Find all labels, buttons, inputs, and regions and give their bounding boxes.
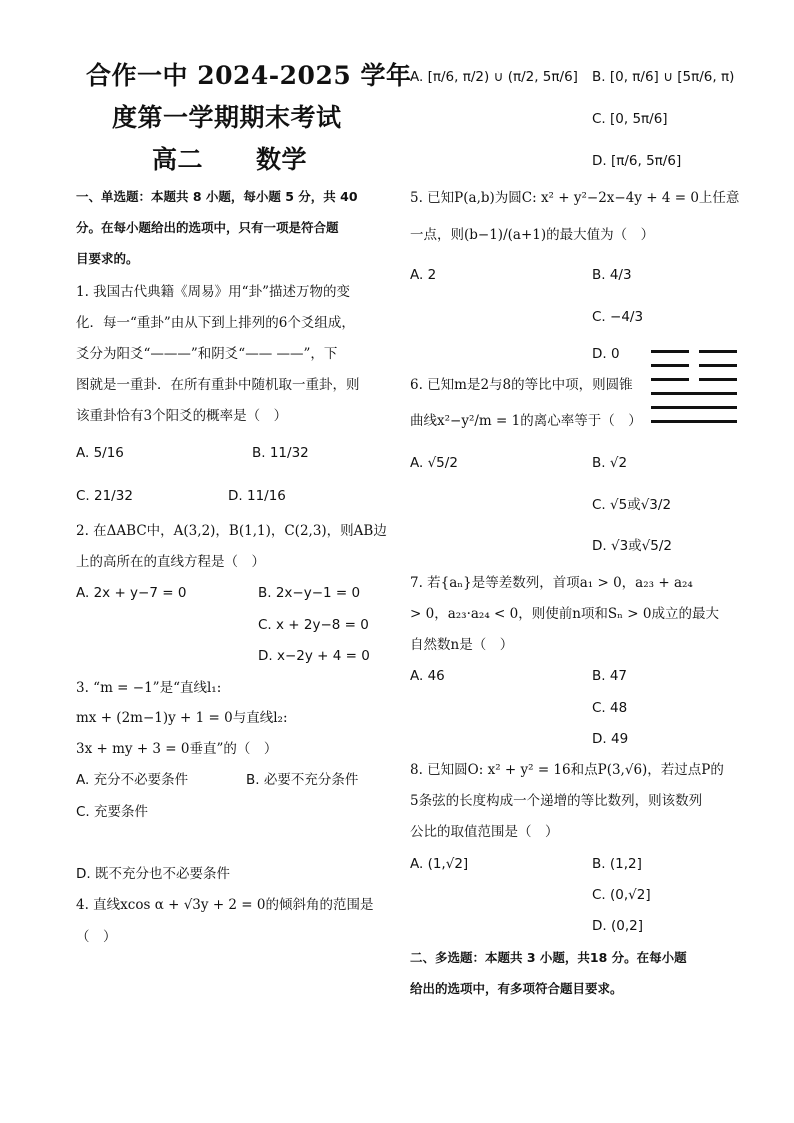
q3-stem-line-2: mx + (2m−1)y + 1 = 0与直线l₂: [76,710,288,726]
q5-stem-line-1: 5. 已知P(a,b)为圆C: x² + y²−2x−4y + 4 = 0上任意 [410,190,740,206]
hexagram-line [651,350,689,353]
q7-stem-line-2: > 0，a₂₃·a₂₄ < 0，则使前n项和Sₙ > 0成立的最大 [410,606,719,622]
exam-title-subject: 数学 [256,145,308,174]
q6-option-a: A. √5/2 [410,455,458,471]
q2-option-b: B. 2x−y−1 = 0 [258,585,361,601]
q1-stem-line-4: 图就是一重卦．在所有重卦中随机取一重卦，则 [76,377,360,393]
section1-header-line-2: 分。在每小题给出的选项中，只有一项是符合题 [76,220,339,235]
q5-option-d: D. 0 [592,346,620,362]
q8-option-c: C. (0,√2] [592,887,651,903]
q7-option-c: C. 48 [592,700,628,716]
hexagram-line [699,378,737,381]
q7-stem-line-1: 7. 若{aₙ}是等差数列，首项a₁ > 0，a₂₃ + a₂₄ [410,575,693,591]
exam-title-line-1: 合作一中 2024-2025 学年 [86,61,412,90]
q5-option-b: B. 4/3 [592,267,632,283]
q4-stem-line-1: 4. 直线xcos α + √3y + 2 = 0的倾斜角的范围是 [76,897,374,913]
q4-stem-line-2: （ ） [76,929,117,945]
q7-stem-line-3: 自然数n是（ ） [410,637,514,653]
q3-option-c: C. 充要条件 [76,804,149,820]
q4-option-d: D. [π/6, 5π/6] [592,153,682,169]
exam-title-grade: 高二 [152,145,204,174]
q6-option-b: B. √2 [592,455,628,471]
hexagram-line [651,420,737,423]
q8-stem-line-3: 公比的取值范围是（ ） [410,824,559,840]
q1-stem-line-3: 爻分为阳爻“———”和阴爻“—— ——”，下 [76,346,338,362]
exam-title-line-2: 度第一学期期末考试 [112,103,342,132]
q2-option-c: C. x + 2y−8 = 0 [258,617,369,633]
q8-option-b: B. (1,2] [592,856,642,872]
hexagram-line [651,406,737,409]
q5-stem-line-2: 一点，则(b−1)/(a+1)的最大值为（ ） [410,227,655,243]
q1-option-d: D. 11/16 [228,488,286,504]
q2-stem-line-2: 上的高所在的直线方程是（ ） [76,554,265,570]
hexagram-line [651,392,737,395]
q2-option-a: A. 2x + y−7 = 0 [76,585,187,601]
q5-option-c: C. −4/3 [592,309,644,325]
q1-option-c: C. 21/32 [76,488,133,504]
q1-stem-line-5: 该重卦恰有3个阳爻的概率是（ ） [76,408,288,424]
q4-option-a: A. [π/6, π/2) ∪ (π/2, 5π/6] [410,69,578,85]
q1-stem-line-1: 1. 我国古代典籍《周易》用“卦”描述万物的变 [76,284,350,300]
section2-header-line-1: 二、多选题：本题共 3 小题，共18 分。在每小题 [410,950,687,965]
q8-stem-line-1: 8. 已知圆O: x² + y² = 16和点P(3,√6)，若过点P的 [410,762,724,778]
q7-option-d: D. 49 [592,731,629,747]
q8-stem-line-2: 5条弦的长度构成一个递增的等比数列，则该数列 [410,793,703,809]
hexagram-line [651,364,689,367]
q3-option-d: D. 既不充分也不必要条件 [76,866,230,882]
q4-option-b: B. [0, π/6] ∪ [5π/6, π) [592,69,735,85]
hexagram-line [651,378,689,381]
section1-header-line-1: 一、单选题：本题共 8 小题，每小题 5 分，共 40 [76,189,358,204]
hexagram-line [699,364,737,367]
q1-option-b: B. 11/32 [252,445,309,461]
q2-stem-line-1: 2. 在ΔABC中，A(3,2)，B(1,1)，C(2,3)，则AB边 [76,523,387,539]
hexagram-line [699,350,737,353]
q6-option-d: D. √3或√5/2 [592,538,672,554]
q3-stem-line-3: 3x + my + 3 = 0垂直”的（ ） [76,741,278,757]
section1-header-line-3: 目要求的。 [76,251,139,266]
q8-option-a: A. (1,√2] [410,856,469,872]
section2-header-line-2: 给出的选项中，有多项符合题目要求。 [410,981,623,996]
q6-stem-line-2: 曲线x²−y²/m = 1的离心率等于（ ） [410,413,642,429]
q7-option-a: A. 46 [410,668,445,684]
q3-option-a: A. 充分不必要条件 [76,772,189,788]
q1-option-a: A. 5/16 [76,445,124,461]
q3-option-b: B. 必要不充分条件 [246,772,359,788]
q6-stem-line-1: 6. 已知m是2与8的等比中项，则圆锥 [410,377,633,393]
q8-option-d: D. (0,2] [592,918,643,934]
q3-stem-line-1: 3. “m = −1”是“直线l₁: [76,680,222,696]
q5-option-a: A. 2 [410,267,437,283]
q4-option-c: C. [0, 5π/6] [592,111,668,127]
q2-option-d: D. x−2y + 4 = 0 [258,648,370,664]
q7-option-b: B. 47 [592,668,628,684]
q1-stem-line-2: 化．每一“重卦”由从下到上排列的6个爻组成， [76,315,355,331]
q6-option-c: C. √5或√3/2 [592,497,672,513]
